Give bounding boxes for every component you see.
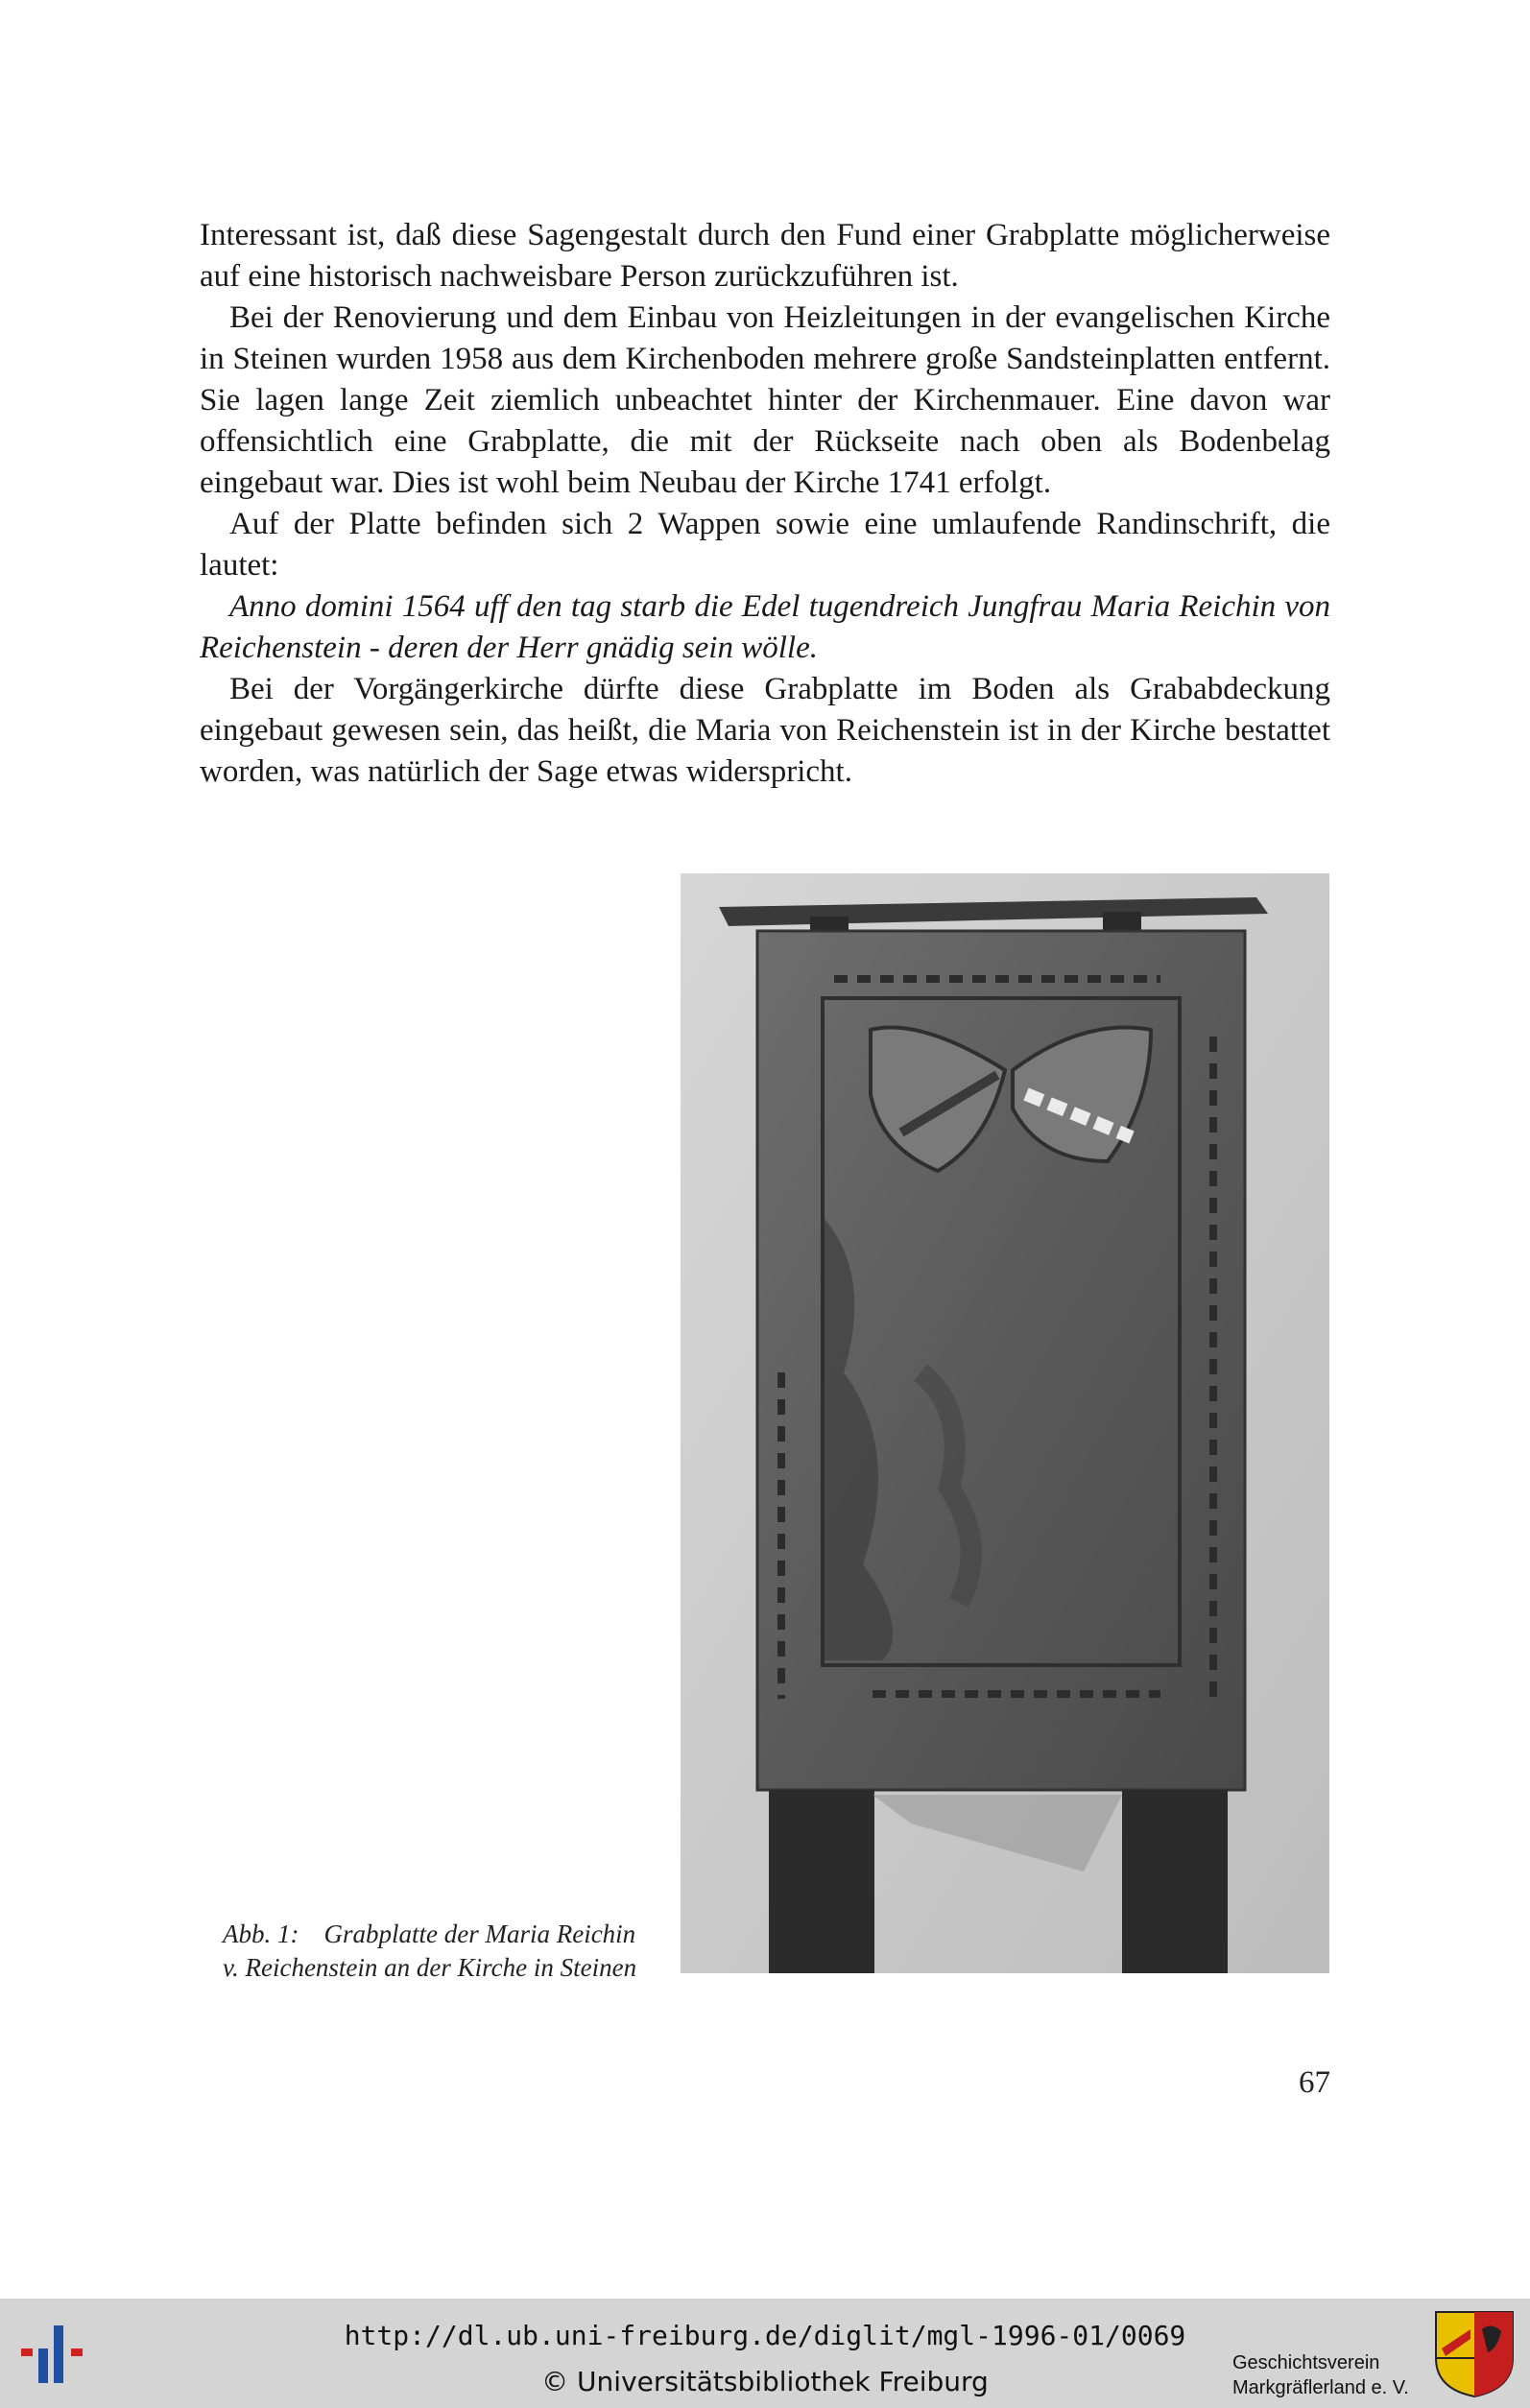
caption-line: v. Reichenstein an der Kirche in Steinen bbox=[223, 1953, 637, 1982]
inscription-quote: Anno domini 1564 uff den tag starb die Edel tugendreich Jungfrau Maria Reichin von Reichenstein - deren der Herr gnädig sein wölle. bbox=[200, 589, 1330, 665]
caption-number: Abb. 1: bbox=[223, 1919, 299, 1948]
article-body bbox=[200, 215, 1330, 793]
copyright-text: © Universitätsbibliothek Freiburg bbox=[541, 2366, 989, 2397]
society-line: Markgräflerland e. V. bbox=[1232, 2377, 1409, 2398]
coat-of-arms-icon bbox=[1434, 2310, 1515, 2398]
page-number: 67 bbox=[1299, 2065, 1330, 2100]
tombstone-photo bbox=[681, 873, 1329, 1973]
footer-bar bbox=[0, 2299, 1530, 2408]
paragraph: Auf der Platte befinden sich 2 Wappen sowie eine umlaufende Randinschrift, die lautet: bbox=[200, 507, 1330, 583]
paragraph: Bei der Vorgängerkirche dürfte diese Grabplatte im Boden als Grababdeckung eingebaut gewesen sein, das heißt, die Maria von Reichenstein ist in der Kirche bestattet worden, was natürlich der Sage etwas widerspricht. bbox=[200, 672, 1330, 789]
paragraph: Bei der Renovierung und dem Einbau von Heizleitungen in der evangelischen Kirche in Steinen wurden 1958 aus dem Kirchenboden mehrere große Sandsteinplatten entfernt. Sie lagen lange Zeit ziemlich unbeachtet hinter der Kirchenmauer. Eine davon war offensichtlich eine Grabplatte, die mit der Rückseite nach oben als Bodenbelag eingebaut war. Dies ist wohl beim Neubau der Kirche 1741 erfolgt. bbox=[200, 300, 1330, 500]
permalink-link[interactable]: http://dl.ub.uni-freiburg.de/diglit/mgl-1996-01/0069 bbox=[344, 2320, 1186, 2351]
society-line: Geschichtsverein bbox=[1232, 2352, 1380, 2373]
society-name bbox=[1232, 2350, 1409, 2400]
paragraph: Interessant ist, daß diese Sagengestalt durch den Fund einer Grabplatte möglicherweise auf eine historisch nachweisbare Person zurückzuführen ist. bbox=[200, 218, 1330, 294]
figure-caption bbox=[223, 1918, 674, 1985]
caption-line: Grabplatte der Maria Reichin bbox=[323, 1919, 636, 1948]
